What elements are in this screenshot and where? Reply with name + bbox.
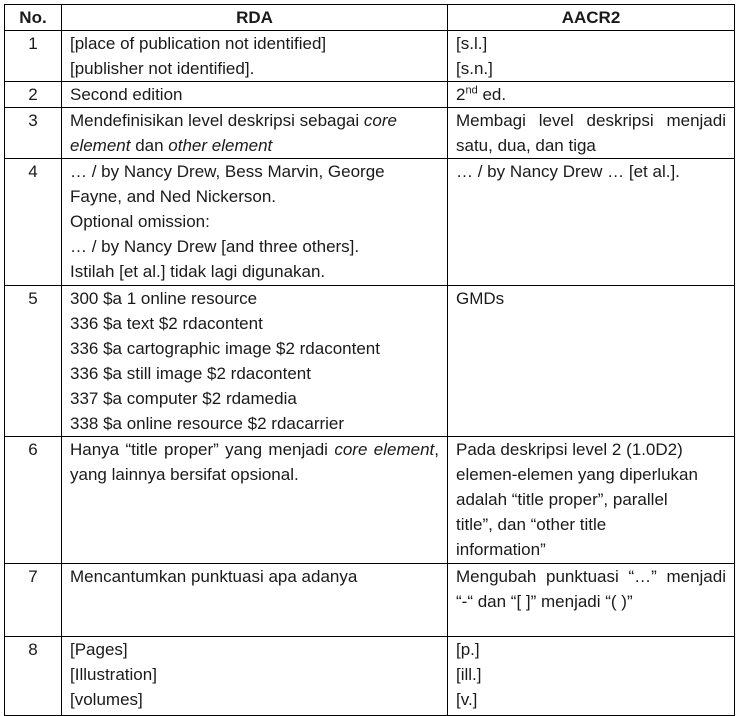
row-number: 2 xyxy=(5,82,62,108)
row-number: 7 xyxy=(5,564,62,637)
marc-field-line: 337 $a computer $2 rdamedia xyxy=(70,389,297,408)
row-number: 8 xyxy=(5,637,62,716)
rda-italic-term: core element xyxy=(334,440,435,459)
table-row xyxy=(5,108,735,159)
rda-line: Optional omission: xyxy=(70,212,210,231)
table-row xyxy=(5,159,735,286)
rda-line: Mencantumkan punktuasi apa adanya xyxy=(70,567,358,586)
rda-cell xyxy=(62,637,448,716)
table-row xyxy=(5,286,735,437)
aacr2-line: … / by Nancy Drew … [et al.]. xyxy=(456,162,680,181)
rda-cell xyxy=(62,564,448,637)
ordinal-suffix: nd xyxy=(465,84,478,97)
aacr2-line: GMDs xyxy=(456,289,505,308)
table-row xyxy=(5,31,735,82)
edition-abbrev: ed. xyxy=(477,85,507,104)
marc-field-line: 300 $a 1 online resource xyxy=(70,289,258,308)
rda-cell xyxy=(62,31,448,82)
edition-number: 2 xyxy=(456,85,466,104)
row-number: 6 xyxy=(5,437,62,564)
marc-field-line: 336 $a text $2 rdacontent xyxy=(70,314,263,333)
aacr2-cell xyxy=(448,637,735,716)
row-number: 4 xyxy=(5,159,62,286)
row-number: 5 xyxy=(5,286,62,437)
table-header-row xyxy=(5,5,735,31)
rda-line: [Illustration] xyxy=(70,665,157,684)
header-aacr2: AACR2 xyxy=(448,5,735,31)
rda-line: … / by Nancy Drew, Bess Marvin, George xyxy=(70,162,385,181)
header-rda: RDA xyxy=(62,5,448,31)
rda-cell xyxy=(62,82,448,108)
rda-cell xyxy=(62,108,448,159)
rda-line: Fayne, and Ned Nickerson. xyxy=(70,187,276,206)
aacr2-cell: Mengubah punktuasi “…” menjadi “-“ dan “[ ]” menjadi “( )” xyxy=(448,564,735,637)
aacr2-cell xyxy=(448,159,735,286)
aacr2-line: [p.] xyxy=(456,640,480,659)
aacr2-cell xyxy=(448,286,735,437)
marc-field-line: 336 $a still image $2 rdacontent xyxy=(70,364,311,383)
rda-line: Second edition xyxy=(70,85,183,104)
aacr2-line: title”, dan “other title xyxy=(456,515,607,534)
rda-cell xyxy=(62,159,448,286)
aacr2-line: information” xyxy=(456,540,546,559)
rda-line: … / by Nancy Drew [and three others]. xyxy=(70,237,360,256)
aacr2-cell: Membagi level deskripsi menjadi satu, dua, dan tiga xyxy=(448,108,735,159)
aacr2-line: [s.n.] xyxy=(456,59,493,78)
aacr2-line: elemen-elemen yang diperlukan xyxy=(456,465,698,484)
rda-line: [volumes] xyxy=(70,690,143,709)
rda-italic-term: core element xyxy=(70,111,397,155)
marc-field-line: 338 $a online resource $2 rdacarrier xyxy=(70,414,345,433)
rda-italic-term: other element xyxy=(168,136,273,155)
aacr2-cell xyxy=(448,31,735,82)
row-number: 3 xyxy=(5,108,62,159)
aacr2-line: Pada deskripsi level 2 (1.0D2) xyxy=(456,440,683,459)
table-row xyxy=(5,437,735,564)
header-no: No. xyxy=(5,5,62,31)
rda-line: [publisher not identified]. xyxy=(70,59,255,78)
rda-text: dan xyxy=(130,136,169,155)
table-row xyxy=(5,637,735,716)
aacr2-cell xyxy=(448,82,735,108)
aacr2-line: [v.] xyxy=(456,690,478,709)
marc-field-line: 336 $a cartographic image $2 rdacontent xyxy=(70,339,380,358)
rda-cell xyxy=(62,437,448,564)
row-number: 1 xyxy=(5,31,62,82)
rda-line: Istilah [et al.] tidak lagi digunakan. xyxy=(70,262,326,281)
aacr2-line: adalah “title proper”, parallel xyxy=(456,490,668,509)
rda-text: Mendefinisikan level deskripsi sebagai xyxy=(70,111,364,130)
rda-text: , yang lainnya bersifat opsional. xyxy=(70,440,439,484)
table-row xyxy=(5,82,735,108)
aacr2-cell xyxy=(448,437,735,564)
rda-line: [Pages] xyxy=(70,640,128,659)
table-row xyxy=(5,564,735,637)
rda-cell xyxy=(62,286,448,437)
rda-aacr2-comparison-table xyxy=(4,4,735,716)
rda-line: [place of publication not identified] xyxy=(70,34,327,53)
aacr2-line: [ill.] xyxy=(456,665,482,684)
aacr2-line: [s.l.] xyxy=(456,34,488,53)
rda-text: Hanya “title proper” yang menjadi xyxy=(70,440,335,459)
